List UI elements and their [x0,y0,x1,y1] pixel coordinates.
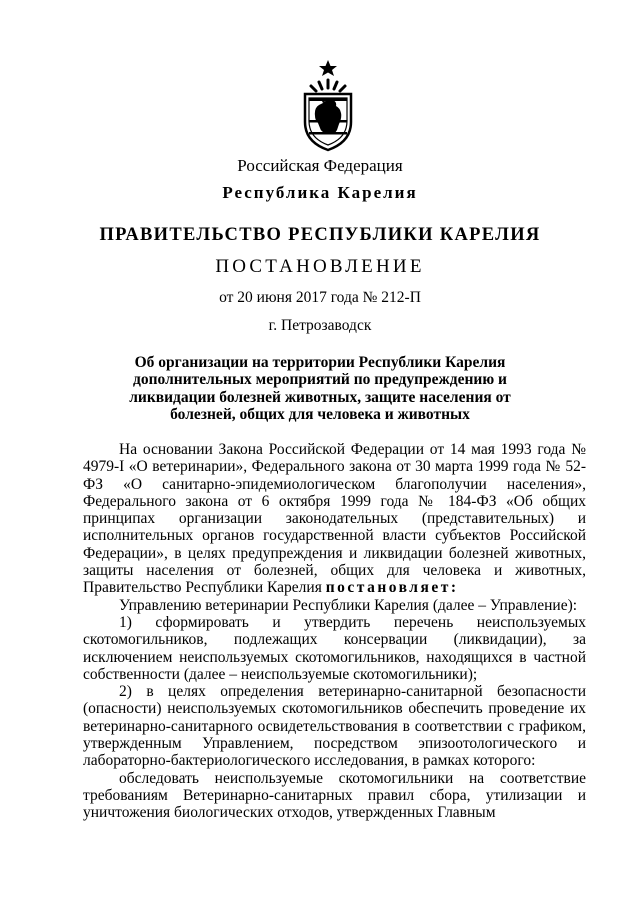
decree-word: постановляет [325,579,451,597]
paragraph-item-2: 2) в целях определения ветеринарно-санитарной безопасности (опасности) неиспользуемых скотомогильников обеспечить проведение их ветеринарно-санитарного освидетельствования в соответствии с графиком, утвержденным Управлением, посредством эпизоотологического и лабораторно-бактериологического исследования, в рамках которого: [83,683,586,770]
document-title: Об организации на территории Республики Карелия дополнительных мероприятий по предупреждению и ликвидации болезней животных, защите населения от болезней, общих для человека и животных [129,354,511,424]
paragraph-preamble [83,441,586,597]
country-name: Российская Федерация [237,156,403,175]
karelia-coat-of-arms-icon [299,58,357,152]
document-type: ПОСТАНОВЛЕНИЕ [215,256,425,277]
decree-colon: : [450,579,459,597]
document-body [83,441,586,822]
paragraph-item-1: 1) сформировать и утвердить перечень неиспользуемых скотомогильников, подлежащих консервации (ликвидации), за исключением неиспользуемых скотомогильников, находящихся в частной собственности (далее – неиспользуемые скотомогильники); [83,613,586,683]
paragraph-inspection: обследовать неиспользуемые скотомогильники на соответствие требованиям Ветеринарно-санитарных правил сбора, утилизации и уничтожения биологических отходов, утвержденных Главным [83,769,586,822]
document-city: г. Петрозаводск [268,317,372,334]
document-date-number: от 20 июня 2017 года № 212-П [219,289,421,306]
paragraph-directive: Управлению ветеринарии Республики Карелия (далее – Управление): [119,596,578,614]
government-name: ПРАВИТЕЛЬСТВО РЕСПУБЛИКИ КАРЕЛИЯ [99,225,541,245]
republic-name: Республика Карелия [222,183,418,202]
preamble-text: На основании Закона Российской Федерации от 14 мая 1993 года № 4979-I «О ветеринарии», Федерального закона от 30 марта 1999 года № 52-ФЗ «О санитарно-эпидемиологическом благополучии населения», Федерального закона от 6 октября 1999 года № 184-ФЗ «Об общих принципах организации законодательных (представительных) и исполнительных органов государственной власти субъектов Российской Федерации», в целях предупреждения и ликвидации болезней животных, защиты населения от болезней, общих для человека и животных, Правительство Республики Карелия [83,441,586,597]
